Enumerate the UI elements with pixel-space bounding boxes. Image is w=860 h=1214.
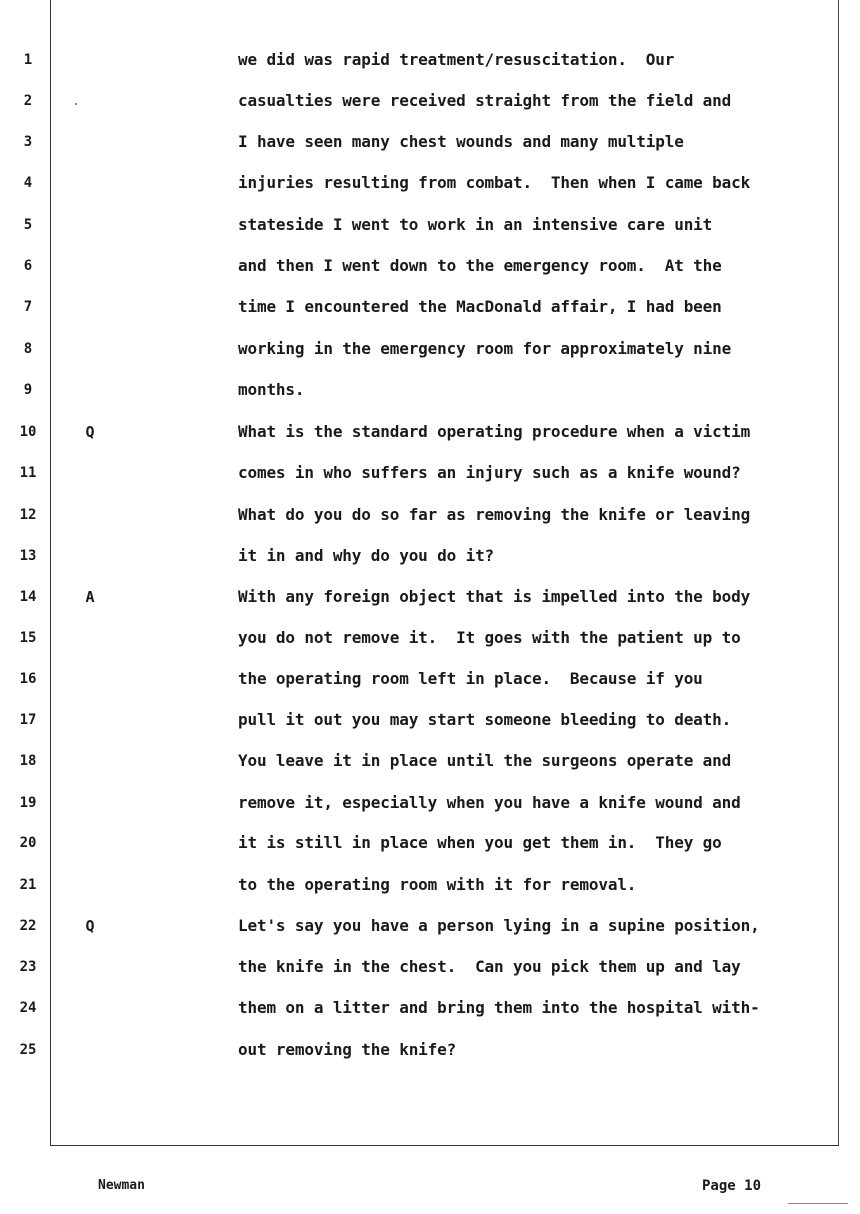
line-text: comes in who suffers an injury such as a knife wound? xyxy=(238,463,741,482)
line-text: casualties were received straight from the field and xyxy=(238,91,732,110)
transcript-line xyxy=(0,870,860,900)
line-number: 24 xyxy=(19,1000,37,1016)
line-number: 1 xyxy=(23,52,33,68)
line-text: out removing the knife? xyxy=(238,1040,457,1059)
transcript-line xyxy=(0,911,860,941)
line-text: What do you do so far as removing the knife or leaving xyxy=(238,505,751,524)
transcript-line xyxy=(0,86,860,116)
line-text: the operating room left in place. Because if you xyxy=(238,669,703,688)
transcript-line xyxy=(0,664,860,694)
speaker-label: A xyxy=(85,588,95,606)
line-number: 22 xyxy=(19,918,37,934)
transcript-line xyxy=(0,788,860,818)
line-number: 7 xyxy=(23,299,33,315)
bottom-rule xyxy=(50,1145,839,1146)
line-number: 17 xyxy=(19,712,37,728)
line-number: 19 xyxy=(19,795,37,811)
transcript-line xyxy=(0,623,860,653)
transcript-line xyxy=(0,168,860,198)
line-text: and then I went down to the emergency room. At the xyxy=(238,256,722,275)
transcript-line xyxy=(0,541,860,571)
line-text: it is still in place when you get them in. They go xyxy=(238,833,722,852)
transcript-line xyxy=(0,1035,860,1065)
line-text: Let's say you have a person lying in a supine position, xyxy=(238,916,760,935)
page-number: Page 10 xyxy=(702,1178,762,1194)
line-text: to the operating room with it for removal. xyxy=(238,875,637,894)
line-number: 16 xyxy=(19,671,37,687)
line-number: 8 xyxy=(23,341,33,357)
transcript-line xyxy=(0,582,860,612)
line-text: we did was rapid treatment/resuscitation. Our xyxy=(238,50,675,69)
line-text: pull it out you may start someone bleeding to death. xyxy=(238,710,732,729)
line-number: 21 xyxy=(19,877,37,893)
line-text: time I encountered the MacDonald affair, I had been xyxy=(238,297,722,316)
line-number: 14 xyxy=(19,589,37,605)
line-text: With any foreign object that is impelled into the body xyxy=(238,587,751,606)
transcript-line xyxy=(0,705,860,735)
line-number: 12 xyxy=(19,507,37,523)
transcript-line xyxy=(0,952,860,982)
line-text: What is the standard operating procedure when a victim xyxy=(238,422,751,441)
transcript-line xyxy=(0,500,860,530)
line-number: 5 xyxy=(23,217,33,233)
line-text: stateside I went to work in an intensive care unit xyxy=(238,215,713,234)
speaker-label: Q xyxy=(85,917,95,935)
transcript-line xyxy=(0,292,860,322)
transcript-line xyxy=(0,458,860,488)
line-number: 6 xyxy=(23,258,33,274)
line-text: months. xyxy=(238,380,305,399)
transcript-line xyxy=(0,828,860,858)
transcript-line xyxy=(0,127,860,157)
line-number: 18 xyxy=(19,753,37,769)
line-number: 15 xyxy=(19,630,37,646)
transcript-line xyxy=(0,375,860,405)
line-number: 2 xyxy=(23,93,33,109)
line-number: 23 xyxy=(19,959,37,975)
line-number: 25 xyxy=(19,1042,37,1058)
transcript-line xyxy=(0,417,860,447)
line-number: 9 xyxy=(23,382,33,398)
line-text: working in the emergency room for approximately nine xyxy=(238,339,732,358)
line-text: injuries resulting from combat. Then when I came back xyxy=(238,173,751,192)
line-text: them on a litter and bring them into the hospital with- xyxy=(238,998,760,1017)
transcript-line xyxy=(0,251,860,281)
line-number: 11 xyxy=(19,465,37,481)
line-text: you do not remove it. It goes with the patient up to xyxy=(238,628,741,647)
line-text: remove it, especially when you have a knife wound and xyxy=(238,793,741,812)
line-number: 3 xyxy=(23,134,33,150)
line-number: 10 xyxy=(19,424,37,440)
witness-name: Newman xyxy=(98,1178,145,1193)
line-text: I have seen many chest wounds and many multiple xyxy=(238,132,684,151)
line-number: 20 xyxy=(19,835,37,851)
transcript-line xyxy=(0,210,860,240)
transcript-line xyxy=(0,45,860,75)
transcript-line xyxy=(0,993,860,1023)
transcript-line xyxy=(0,334,860,364)
speaker-label: Q xyxy=(85,423,95,441)
line-text: You leave it in place until the surgeons operate and xyxy=(238,751,732,770)
line-text: the knife in the chest. Can you pick them up and lay xyxy=(238,957,741,976)
edge-mark xyxy=(788,1203,848,1204)
transcript-line xyxy=(0,746,860,776)
line-text: it in and why do you do it? xyxy=(238,546,495,565)
line-number: 13 xyxy=(19,548,37,564)
line-number: 4 xyxy=(23,175,33,191)
